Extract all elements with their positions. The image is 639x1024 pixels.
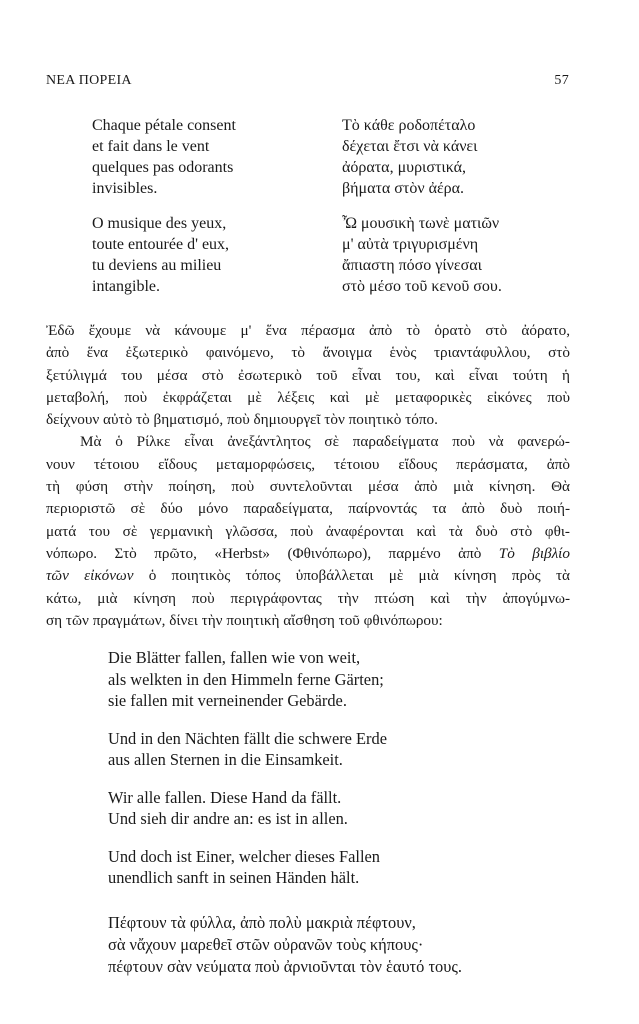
french-stanza-1 [92, 115, 312, 199]
greek-translation [342, 115, 582, 311]
book-title-italic: τῶν εἰκόνων [46, 567, 134, 585]
greek-stanza-2 [342, 213, 582, 297]
poem-line: Und sieh dir andre an: es ist in allen. [108, 809, 348, 828]
poem-line: Ὦ μουσικὴ τωνὲ ματιῶν [342, 215, 500, 232]
german-stanza-2 [108, 728, 568, 771]
prose-line: νουν τέτοιου εἴδους μεταμορφώσεις, τέτοιου εἴδους περάσματα, ἀπὸ [46, 455, 570, 473]
poem-line: quelques pas odorants [92, 159, 234, 176]
poem-line: tu deviens au milieu [92, 257, 222, 274]
poem-line: ἄπιαστη πόσο γίνεσαι [342, 257, 482, 274]
poem-line: invisibles. [92, 180, 158, 197]
poem-line: Und doch ist Einer, welcher dieses Fallen [108, 846, 380, 866]
page-number: 57 [554, 73, 569, 88]
poem-line: unendlich sanft in seinen Händen hält. [108, 868, 360, 887]
poem-line: aus allen Sternen in die Einsamkeit. [108, 750, 343, 769]
paragraph-1 [46, 320, 570, 431]
prose-line-with-title [46, 543, 570, 565]
poem-line: Τὸ κάθε ροδοπέταλο [342, 117, 476, 134]
poem-line: intangible. [92, 278, 160, 295]
running-head [46, 73, 569, 93]
poem-line: et fait dans le vent [92, 138, 210, 155]
book-title-italic: Τὸ βιβλίο [498, 544, 570, 562]
poem-line: als welkten in den Himmeln ferne Gärten; [108, 669, 384, 689]
prose-line: μεταβολή, ποὺ ἐκφράζεται μὲ λέξεις καὶ μὲ μεταφορικὲς εἰκόνες ποὺ [46, 388, 570, 406]
poem-line: πέφτουν σὰν νεύματα ποὺ ἀρνιοῦνται τὸν ἑαυτό τους. [108, 957, 462, 976]
prose-text: ὁ ποιητικὸς τόπος ὑποβάλλεται μὲ μιὰ κίνηση πρὸς τὰ [133, 567, 570, 585]
german-poem [108, 647, 568, 905]
prose-line: Ἐδῶ ἔχουμε νὰ κάνουμε μ' ἕνα πέρασμα ἀπὸ τὸ ὁρατὸ στὸ ἀόρατο, [46, 322, 570, 339]
prose-line: περιοριστῶ σὲ δύο μόνο παραδείγματα, παίρνοντάς τα ἀπὸ δυὸ ποιή- [46, 500, 570, 518]
poem-line: στὸ μέσο τοῦ κενοῦ σου. [342, 278, 502, 295]
running-title: ΝΕΑ ΠΟΡΕΙΑ [46, 73, 132, 88]
prose-line: τὴ φύση στὴν ποίηση, ποὺ συντελοῦνται μέσα ἀπὸ μιὰ κίνηση. Θὰ [46, 478, 570, 496]
poem-line: βήματα στὸν ἀέρα. [342, 180, 465, 197]
paragraph-2 [46, 431, 570, 632]
german-stanza-3 [108, 787, 568, 830]
poem-line: Und in den Nächten fällt die schwere Erde [108, 728, 387, 748]
poem-line: Πέφτουν τὰ φύλλα, ἀπὸ πολὺ μακριὰ πέφτουν, [108, 913, 416, 932]
greek-stanza-1 [342, 115, 582, 199]
prose-line-with-title [46, 565, 570, 587]
prose-body [46, 320, 570, 632]
prose-line: Μὰ ὁ Ρίλκε εἶναι ἀνεξάντλητος σὲ παραδείγματα ποὺ νὰ φανερώ- [80, 433, 570, 451]
prose-line: κάτω, μιὰ κίνηση ποὺ περιγράφοντας τὴν πτώση καὶ τὴν ἀπογύμνω- [46, 589, 570, 607]
poem-line: O musique des yeux, [92, 215, 227, 232]
poem-line: δέχεται ἔτσι νὰ κάνει [342, 138, 478, 155]
prose-line: δείχνουν αὐτὸ τὸ βηματισμό, ποὺ δημιουργεῖ τὸν ποιητικὸ τόπο. [46, 411, 438, 429]
prose-line: ἀπὸ ἕνα ἐξωτερικὸ φαινόμενο, τὸ ἄνοιγμα ἑνὸς τριαντάφυλλου, στὸ [46, 344, 570, 362]
greek-poem-translation [108, 912, 568, 978]
french-poem [92, 115, 312, 311]
prose-line: ξετύλιγμά του μέσα στὸ ἐσωτερικὸ τοῦ εἶναι του, καὶ εἶναι τούτη ἡ [46, 366, 570, 384]
poem-line: Die Blätter fallen, fallen wie von weit, [108, 648, 361, 667]
poem-line: sie fallen mit verneinender Gebärde. [108, 691, 347, 710]
french-stanza-2 [92, 213, 312, 297]
poem-line: Wir alle fallen. Diese Hand da fällt. [108, 787, 342, 807]
poem-line: μ' αὐτὰ τριγυρισμένη [342, 236, 479, 253]
poem-line: Chaque pétale consent [92, 117, 236, 134]
poem-line: ἀόρατα, μυριστικά, [342, 159, 467, 176]
prose-line: ση τῶν πραγμάτων, δίνει τὴν ποιητικὴ αἴσθηση τοῦ φθινόπωρου: [46, 611, 443, 629]
german-stanza-1 [108, 647, 568, 712]
prose-text: νόπωρο. Στὸ πρῶτο, «Herbst» (Φθινόπωρο), παρμένο ἀπὸ [46, 544, 499, 562]
poem-line: σὰ νἄχουν μαρεθεῖ στῶν οὐρανῶν τοὺς κήπους· [108, 935, 424, 954]
prose-line: ματά του σὲ γερμανικὴ γλῶσσα, ποὺ ἀναφέρονται καὶ τὰ δυὸ στὸ φθι- [46, 522, 570, 540]
poem-line: toute entourée d' eux, [92, 236, 230, 253]
german-stanza-4 [108, 846, 568, 889]
